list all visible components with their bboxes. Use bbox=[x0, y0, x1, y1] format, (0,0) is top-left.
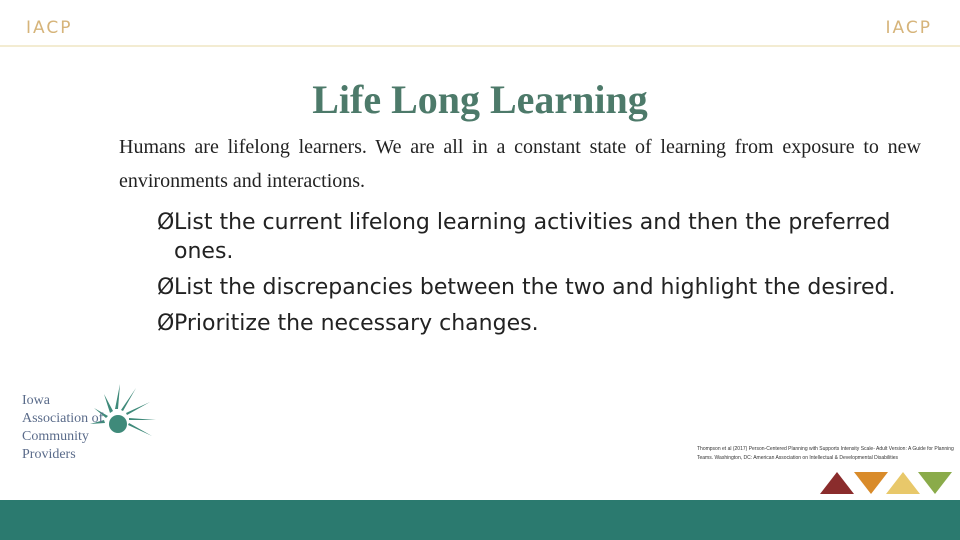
bullet-item bbox=[157, 208, 927, 266]
bullet-text: Prioritize the necessary changes. bbox=[174, 311, 539, 336]
triangle-green-icon bbox=[918, 472, 952, 494]
logo-line: Iowa bbox=[22, 393, 50, 408]
slide-title: Life Long Learning bbox=[312, 77, 648, 122]
brand-left: IACP bbox=[26, 18, 73, 38]
intro-paragraph: Humans are lifelong learners. We are all in a constant state of learning from exposure to new environments and interactions. bbox=[119, 136, 921, 192]
bullet-text: List the current lifelong learning activities and then the preferred ones. bbox=[174, 210, 891, 264]
decorative-triangles bbox=[820, 470, 952, 496]
brand-right: IACP bbox=[885, 18, 932, 38]
triangle-red-icon bbox=[820, 472, 854, 494]
citation-text: Thompson et al (2017) Person-Centered Planning with Supports Intensity Scale- Adult Version: A Guide for Planning Teams. Washington, DC: American Association on Intellectual & Developmental Disabilities bbox=[697, 446, 954, 461]
arrow-bullet-icon: Ø bbox=[157, 311, 175, 336]
triangle-yellow-icon bbox=[886, 472, 920, 494]
iacp-logo bbox=[22, 380, 152, 470]
slide-header bbox=[0, 0, 960, 46]
bullet-list bbox=[157, 208, 927, 345]
triangle-orange-icon bbox=[854, 472, 888, 494]
bullet-item bbox=[157, 273, 927, 302]
logo-line: Association of bbox=[22, 411, 104, 426]
arrow-bullet-icon: Ø bbox=[157, 275, 175, 300]
bullet-item bbox=[157, 309, 927, 338]
header-divider bbox=[0, 45, 960, 47]
bullet-text: List the discrepancies between the two and highlight the desired. bbox=[174, 275, 896, 300]
footer-bar bbox=[0, 500, 960, 540]
arrow-bullet-icon: Ø bbox=[157, 210, 175, 235]
logo-wordmark bbox=[22, 392, 103, 464]
logo-line: Providers bbox=[22, 447, 76, 462]
logo-line: Community bbox=[22, 429, 89, 444]
